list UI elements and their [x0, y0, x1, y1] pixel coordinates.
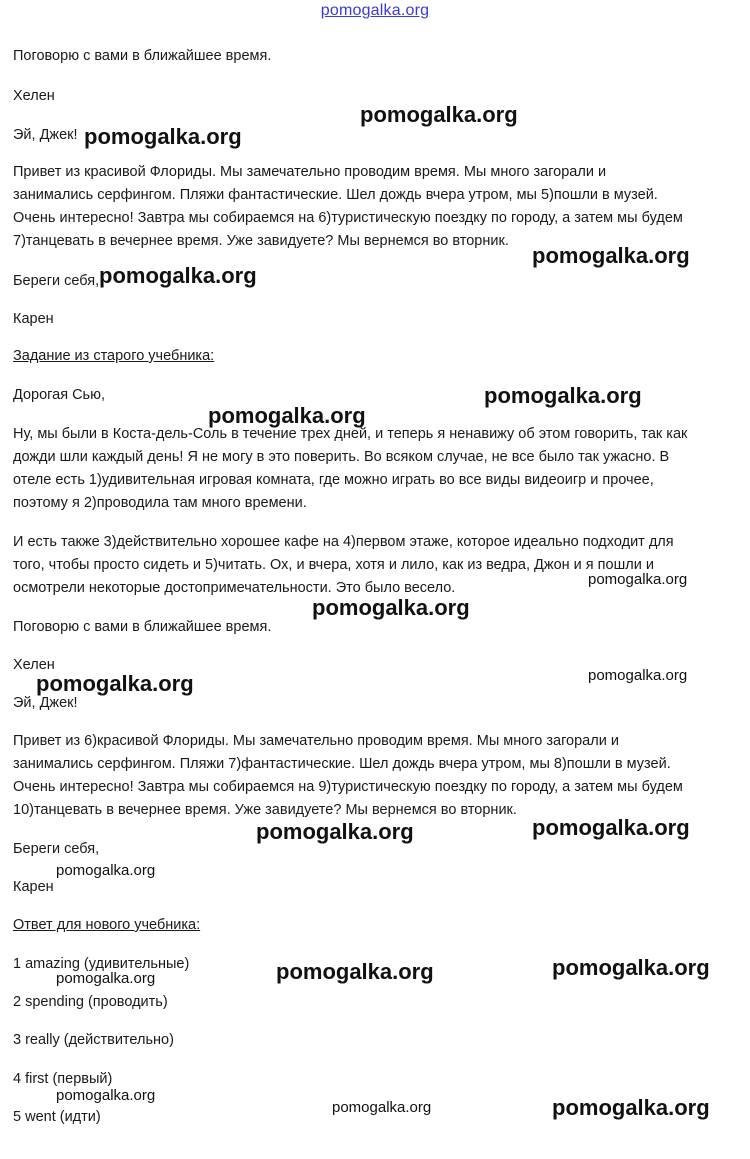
farewell-line: Береги себя, — [13, 273, 100, 289]
watermark: pomogalka.org — [99, 263, 257, 288]
paragraph-line: осмотрели некоторые достопримечательности. Это было весело. — [13, 580, 456, 596]
paragraph-line: того, чтобы просто сидеть и 5)читать. Ох, и вчера, хотя и лило, как из ведра, Джон и я пошли и — [13, 557, 654, 573]
signature: Карен — [13, 311, 54, 327]
paragraph-line: занимались серфингом. Пляжи фантастические. Шел дождь вчера утром, мы 5)пошли в музей. — [13, 187, 658, 203]
paragraph-line: Ну, мы были в Коста-дель-Соль в течение трех дней, и теперь я ненавижу об этом говорить, так как — [13, 426, 688, 442]
answer-item: 4 first (первый) — [13, 1071, 113, 1087]
watermark: pomogalka.org — [484, 383, 642, 408]
greeting: Эй, Джек! — [13, 127, 78, 143]
watermark: pomogalka.org — [84, 124, 242, 149]
greeting: Эй, Джек! — [13, 695, 78, 711]
watermark: pomogalka.org — [36, 671, 194, 696]
watermark: pomogalka.org — [208, 403, 366, 428]
answer-item: 2 spending (проводить) — [13, 994, 168, 1010]
signature: Карен — [13, 879, 54, 895]
paragraph-line: поэтому я 2)проводила там много времени. — [13, 495, 307, 511]
paragraph-line: занимались серфингом. Пляжи 7)фантастические. Шел дождь вчера утром, мы 8)пошли в музей. — [13, 756, 671, 772]
farewell-line: Береги себя, — [13, 841, 100, 857]
watermark: pomogalka.org — [552, 955, 710, 980]
closing-line: Поговорю с вами в ближайшее время. — [13, 619, 272, 635]
signature: Хелен — [13, 88, 55, 104]
closing-line: Поговорю с вами в ближайшее время. — [13, 48, 272, 64]
paragraph-line: 7)танцевать в вечернее время. Уже завидуете? Мы вернемся во вторник. — [13, 233, 509, 249]
watermark: pomogalka.org — [56, 1087, 156, 1104]
watermark: pomogalka.org — [276, 959, 434, 984]
paragraph-line: Привет из красивой Флориды. Мы замечательно проводим время. Мы много загорали и — [13, 164, 607, 180]
watermark: pomogalka.org — [56, 970, 156, 987]
answer-item: 1 amazing (удивительные) — [13, 956, 190, 972]
watermark: pomogalka.org — [256, 819, 414, 844]
watermark: pomogalka.org — [588, 667, 688, 684]
watermark: pomogalka.org — [312, 595, 470, 620]
paragraph-line: 10)танцевать в вечернее время. Уже завидуете? Мы вернемся во вторник. — [13, 802, 517, 818]
watermark: pomogalka.org — [332, 1099, 432, 1116]
paragraph-line: Очень интересно! Завтра мы собираемся на 6)туристическую поездку по городу, а затем мы будем — [13, 210, 683, 226]
watermark: pomogalka.org — [532, 243, 690, 268]
watermark: pomogalka.org — [532, 815, 690, 840]
greeting: Дорогая Сью, — [13, 387, 106, 403]
answer-item: 5 went (идти) — [13, 1109, 101, 1125]
site-header-link[interactable]: pomogalka.org — [320, 2, 430, 19]
paragraph-line: Привет из 6)красивой Флориды. Мы замечательно проводим время. Мы много загорали и — [13, 733, 619, 749]
watermark: pomogalka.org — [360, 102, 518, 127]
watermark: pomogalka.org — [588, 571, 688, 588]
section-heading-answers: Ответ для нового учебника: — [13, 917, 201, 933]
paragraph-line: И есть также 3)действительно хорошее кафе на 4)первом этаже, которое идеально подходит для — [13, 534, 674, 550]
paragraph-line: Очень интересно! Завтра мы собираемся на 9)туристическую поездку по городу, а затем мы будем — [13, 779, 683, 795]
watermark: pomogalka.org — [56, 862, 156, 879]
paragraph-line: дожди шли каждый день! Я не могу в это поверить. Во всяком случае, не все было так ужасно. В — [13, 449, 670, 465]
watermark: pomogalka.org — [552, 1095, 710, 1120]
section-heading-old-task: Задание из старого учебника: — [13, 348, 215, 364]
signature: Хелен — [13, 657, 55, 673]
answer-item: 3 really (действительно) — [13, 1032, 174, 1048]
paragraph-line: отеле есть 1)удивительная игровая комната, где можно играть во все виды видеоигр и прочее, — [13, 472, 654, 488]
